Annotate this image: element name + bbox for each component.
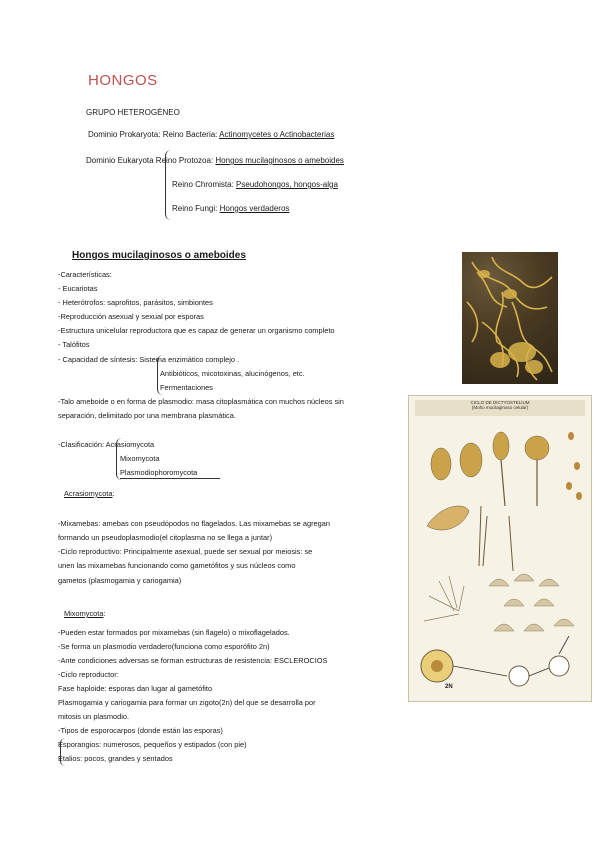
acrasiomycota-heading xyxy=(64,489,115,499)
group-subtitle: GRUPO HETEROGÉNEO xyxy=(86,108,180,117)
eukaryota-link: Hongos mucilaginosos o ameboides xyxy=(215,156,344,165)
mixomycota-line: -Se forma un plasmodio verdadero(funciona como esporófito 2n) xyxy=(58,642,270,651)
characteristic-item: -Estructura unicelular reproductora que es capaz de generar un organismo completo xyxy=(58,326,335,335)
characteristic-item: -Reproducción asexual y sexual por esporas xyxy=(58,312,204,321)
chromista-prefix: Reino Chromista: xyxy=(172,180,237,189)
characteristic-item: - Eucariotas xyxy=(58,284,98,293)
fungi-link: Hongos verdaderos xyxy=(219,204,290,213)
prokaryota-line xyxy=(88,130,334,140)
synthesis-sub-item: Antibióticos, micotoxinas, alucinógenos, etc. xyxy=(160,369,305,378)
mixomycota-colon: : xyxy=(103,609,106,618)
mixomycota-line: Plasmogamia y cariogamia para formar un zigoto(2n) del que se desarrolla por xyxy=(58,698,316,707)
mixomycota-heading xyxy=(64,609,106,619)
synthesis-sub-item: Fermentaciones xyxy=(160,383,213,392)
mixomycota-line: mitosis un plasmodio. xyxy=(58,712,130,721)
mixomycota-line: -Ante condiciones adversas se forman estructuras de resistencia: ESCLEROCIOS xyxy=(58,656,328,665)
acrasiomycota-title: Acrasiomycota xyxy=(64,489,113,498)
fungi-prefix: Reino Fungi: xyxy=(172,204,220,213)
acrasiomycota-line: formando un pseudoplasmodio(el citoplasma no se llega a juntar) xyxy=(58,533,273,542)
eukaryota-line xyxy=(86,156,344,166)
chromista-line xyxy=(172,180,338,190)
acrasiomycota-line: unen las mixamebas funcionando como gametófitos y sus núcleos como xyxy=(58,561,296,570)
life-cycle-drawing xyxy=(409,396,591,701)
fungi-line xyxy=(172,204,289,214)
section-title: Hongos mucilaginosos o ameboides xyxy=(72,250,246,261)
characteristics-heading: -Características: xyxy=(58,270,112,279)
page-title: HONGOS xyxy=(88,72,158,89)
acrasiomycota-colon: : xyxy=(112,489,115,498)
classification-item: Mixomycota xyxy=(120,454,160,463)
acrasiomycota-line: gametos (plasmogamia y cariogamia) xyxy=(58,576,182,585)
characteristic-item: - Capacidad de síntesis: Sistema enzimático complejo . xyxy=(58,355,240,364)
mixomycota-line: -Ciclo reproductor: xyxy=(58,670,119,679)
mixomycota-line: Etalios: pocos, grandes y sentados xyxy=(58,754,173,763)
acrasiomycota-line: -Ciclo reproductivo: Principalmente asexual, puede ser sexual por meiosis: se xyxy=(58,547,313,556)
classification-item: Acrasiomycota xyxy=(105,440,155,449)
eukaryota-prefix: Dominio Eukaryota Reino Protozoa: xyxy=(86,156,216,165)
characteristic-item: - Heterótrofos: saprofitos, parásitos, simbiontes xyxy=(58,298,213,307)
sporocarp-brace xyxy=(60,738,65,766)
prokaryota-link: Actinomycetes o Actinobacterias xyxy=(219,130,335,139)
characteristic-item: - Talófitos xyxy=(58,340,90,349)
classification-item: Plasmodiophoromycota xyxy=(120,468,198,477)
talo-line-1: -Talo ameboide o en forma de plasmodio: masa citoplasmática con muchos núcleos sin xyxy=(58,397,344,406)
classification-underline xyxy=(120,478,220,479)
figure-header-line-1: CICLO DE DICTYOSTELIUM xyxy=(470,400,530,405)
chromista-link: Pseudohongos, hongos-alga xyxy=(236,180,338,189)
classification-label xyxy=(58,440,154,450)
mixomycota-line: -Tipos de esporocarpos (donde están las esporas) xyxy=(58,726,223,735)
mixomycota-title: Mixomycota xyxy=(64,609,104,618)
acrasiomycota-line: -Mixamebas: amebas con pseudópodos no flagelados. Las mixamebas se agregan xyxy=(58,519,330,528)
talo-line-2: separación, delimitado por una membrana plasmática. xyxy=(58,411,236,420)
label-2n: 2N xyxy=(445,684,453,690)
life-cycle-figure xyxy=(408,395,592,702)
mixomycota-line: -Pueden estar formados por mixamebas (sin flagelo) o mixoflagelados. xyxy=(58,628,290,637)
classification-prefix: -Clasificación: xyxy=(58,440,106,449)
slime-mold-photo xyxy=(462,252,558,384)
slime-mold-drawing xyxy=(462,252,558,384)
figure-header-line-2: (Moho mucilaginoso celular) xyxy=(471,405,529,410)
mixomycota-line: Esporangios: numerosos, pequeños y estipados (con pie) xyxy=(58,740,247,749)
prokaryota-prefix: Dominio Prokaryota: Reino Bacteria: xyxy=(88,130,220,139)
mixomycota-line: Fase haploide: esporas dan lugar al gametófito xyxy=(58,684,213,693)
